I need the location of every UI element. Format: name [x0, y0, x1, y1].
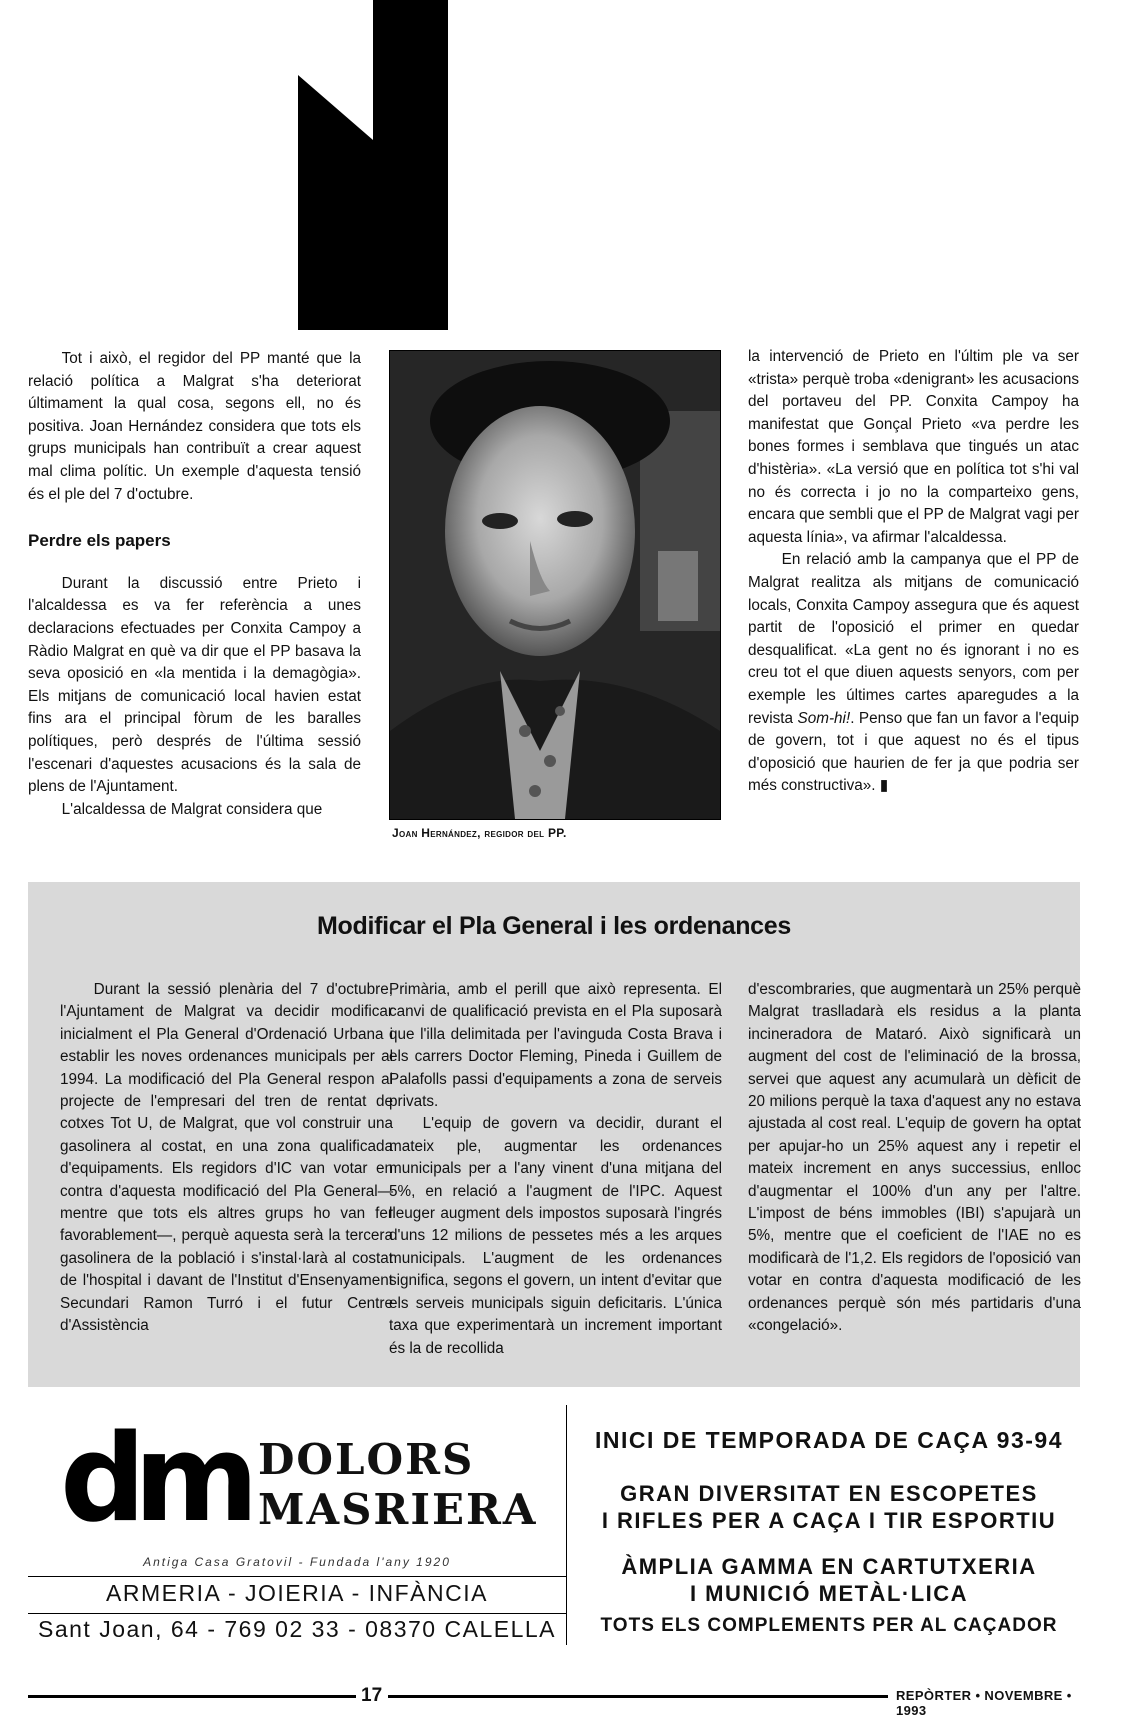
sidebar-paragraph: Primària, amb el perill que això representa. El canvi de qualificació prevista en el Pla suposarà que l'illa delimitada per l'avinguda Costa Brava i els carrers Doctor Fleming, Pineda i Guillem de Palafolls passi d'equipaments a zona de serveis privats. [389, 981, 722, 1111]
ad-complements: TOTS ELS COMPLEMENTS PER AL CAÇADOR [600, 1615, 1058, 1636]
article-paragraph: Durant la discussió entre Prieto i l'alcaldessa es va fer referència a unes declaracions efectuades per Conxita Campoy a Ràdio Malgrat en què va dir que el PP basava la seva oposició en «la mentida i la demagògia». Els mitjans de comunicació local havien estat fins ara el principal fòrum de les baralles polítiques, però després de l'última sessió l'escenari d'aquestes acusacions és la sala de plens de l'Ajuntament. [28, 574, 361, 796]
article-paragraph [748, 549, 1079, 798]
paragraph-text: En relació amb la campanya que el PP de Malgrat realitza als mitjans de comunicació locals, Conxita Campoy assegura que és aquest partit de l'oposició el primer en quedar desqualificat. «La gent no és ignorant i no es creu tot el que diuen aquests senyors, com per exemple les últimes cartes aparegudes a la revista [748, 551, 1079, 727]
footer-rule [388, 1695, 888, 1698]
divider [28, 1613, 566, 1614]
sidebar-paragraph: d'escombraries, que augmentarà un 25% perquè Malgrat traslladarà els residus a la planta incineradora de Mataró. Això significarà un augment del cost de l'eliminació de la brossa, servei que aquest any acumularà un dèficit de 20 milions perquè la taxa d'aquest any no estava ajustada al cost real. L'equip de govern ha optat per apujar-ho un 25% aquest any i repetir el mateix increment en anys successius, enlloc d'augmentar el 100% d'un any per l'altre. L'impost de béns immobles (IBI) s'apujarà un 5%, mentre que el coeficient de l'IAE no es modificarà de l'1,2. Els regidors de l'oposició van votar en contra d'aquesta modificació de les ordenances perquè són més partidaris d'una «congelació». [748, 981, 1081, 1335]
ad-address: Sant Joan, 64 - 769 02 33 - 08370 CALELLA [38, 1616, 556, 1642]
ad-brand-name-line1: DOLORS [258, 1435, 475, 1484]
ad-offer-line: I RIFLES PER A CAÇA I TIR ESPORTIU [601, 1508, 1057, 1533]
sidebar-box [28, 882, 1080, 1387]
ad-shop-types: ARMERIA - JOIERIA - INFÀNCIA [106, 1580, 488, 1606]
portrait-photo [389, 350, 721, 820]
sidebar-column-3 [748, 979, 1081, 1338]
ad-tagline: Antiga Casa Gratovil - Fundada l'any 1920 [143, 1555, 451, 1569]
photo-caption: Joan Hernández, regidor del PP. [392, 826, 567, 840]
end-mark: ▮ [879, 777, 889, 795]
ad-offer-ammo [578, 1553, 1080, 1607]
svg-text:dm: dm [60, 1425, 247, 1535]
article-paragraph: la intervenció de Prieto en l'últim ple va ser «trista» perquè troba «denigrant» les acusacions del portaveu del PP. Conxita Campoy ha manifestat que Gonçal Prieto «va perdre les bones formes i semblava que tingués un atac d'histèria». «La versió que en política tot s'hi val no és correcta i jo no la comparteixo gens, encara que sembli que el PP de Malgrat vagi per aquesta línia», va afirmar l'alcaldessa. [748, 348, 1079, 546]
advertisement [28, 1405, 1080, 1645]
ad-offer-guns [578, 1480, 1080, 1534]
publication-info: REPÒRTER • NOVEMBRE • 1993 [896, 1688, 1072, 1718]
dm-logo-icon [60, 1425, 260, 1535]
sidebar-title: Modificar el Pla General i les ordenances [316, 912, 791, 940]
sidebar-column-2 [389, 979, 722, 1360]
article-column-left [28, 348, 361, 821]
article-paragraph: L'alcaldessa de Malgrat considera que [61, 800, 323, 818]
section-letter-n-logo [298, 0, 448, 330]
ad-brand-panel [28, 1405, 567, 1645]
article-column-right [748, 346, 1079, 798]
divider [28, 1576, 566, 1577]
sidebar-paragraph: L'equip de govern va decidir, durant el mateix ple, augmentar les ordenances municipals per a l'any vinent d'una mitjana del 5%, en relació a l'augment de l'IPC. Aquest lleuger augment dels impostos suposarà l'ingrés d'uns 12 milions de pessetes més a les arques municipals. L'augment de les ordenances significa, segons el govern, un intent d'evitar que els serveis municipals siguin deficitaris. L'única taxa que experimentarà un increment important és la de recollida [389, 1115, 722, 1357]
paragraph-text: . Penso que fan un favor a l'equip de govern, tot i que aquest no és el tipus d'oposició que haurien de fer ja que podria ser més constructiva». [748, 709, 1079, 795]
ad-offer-line: I MUNICIÓ METÀL·LICA [689, 1581, 969, 1606]
ad-offer-line: ÀMPLIA GAMMA EN CARTUTXERIA [621, 1554, 1037, 1579]
ad-offer-panel [578, 1405, 1080, 1645]
footer-rule [28, 1695, 356, 1698]
ad-offer-line: GRAN DIVERSITAT EN ESCOPETES [620, 1481, 1038, 1506]
page-footer [28, 1685, 1080, 1718]
ad-brand-name-line2: MASRIERA [258, 1485, 538, 1534]
sidebar-column-1 [60, 979, 393, 1338]
page-number: 17 [361, 1685, 383, 1706]
article-paragraph: Tot i això, el regidor del PP manté que la relació política a Malgrat s'ha deteriorat últimament la qual cosa, segons ell, no és positiva. Joan Hernández considera que tots els grups municipals han contribuït a crear aquest mal clima polític. Un exemple d'aquesta tensió és el ple del 7 d'octubre. [28, 350, 361, 503]
article-subheading: Perdre els papers [28, 531, 171, 551]
magazine-title: Som-hi! [797, 709, 851, 727]
ad-season-heading: INICI DE TEMPORADA DE CAÇA 93-94 [594, 1427, 1064, 1453]
sidebar-paragraph: Durant la sessió plenària del 7 d'octubre, l'Ajuntament de Malgrat va decidir modificar inicialment el Pla General d'Ordenació Urbana i establir les noves ordenances municipals per al 1994. La modificació del Pla General respon al projecte de l'empresari del tren de rentat de cotxes Tot U, de Malgrat, que vol construir una gasolinera al costat, en una zona qualificada d'equipaments. Els regidors d'IC van votar en contra d'aquesta modificació del Pla General—mentre que tots els altres grups ho van fer favorablement—, perquè aquesta serà la tercera gasolinera de la població i s'instal·larà al costat de l'hospital i davant de l'Institut d'Ensenyament Secundari Ramon Turró i el futur Centre d'Assistència [60, 981, 393, 1335]
